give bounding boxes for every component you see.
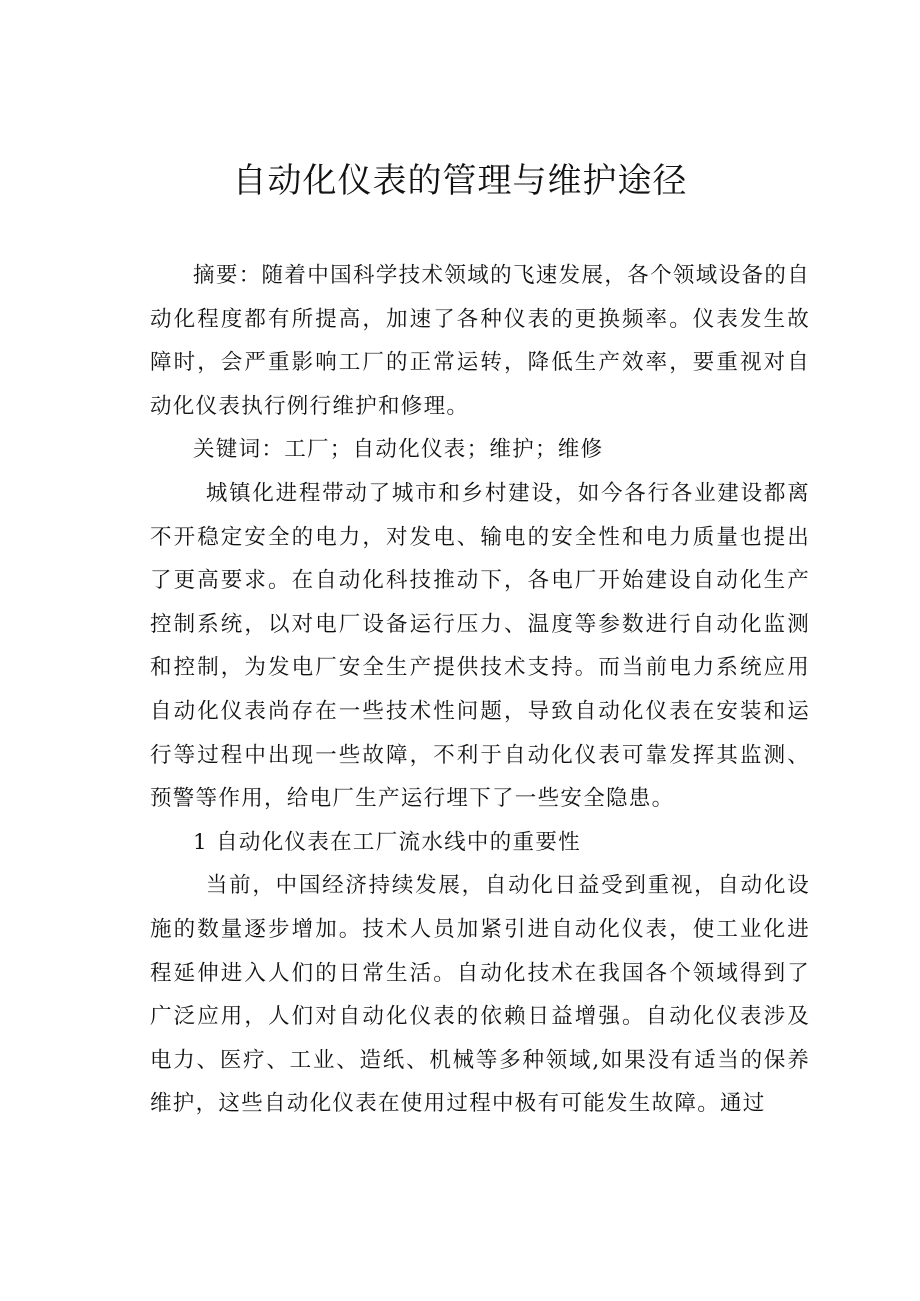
document-body [150, 254, 810, 1126]
abstract-paragraph: 摘要：随着中国科学技术领域的飞速发展，各个领域设备的自动化程度都有所提高，加速了各种仪表的更换频率。仪表发生故障时，会严重影响工厂的正常运转，降低生产效率，要重视对自动化仪表执行例行维护和修理。 [150, 263, 810, 419]
document-title: 自动化仪表的管理与维护途径 [232, 161, 688, 201]
section-heading: 1 自动化仪表在工厂流水线中的重要性 [193, 829, 581, 855]
intro-paragraph: 城镇化进程带动了城市和乡村建设，如今各行各业建设都离不开稳定安全的电力，对发电、输电的安全性和电力质量也提出了更高要求。在自动化科技推动下，各电厂开始建设自动化生产控制系统，以对电厂设备运行压力、温度等参数进行自动化监测和控制，为发电厂安全生产提供技术支持。而当前电力系统应用自动化仪表尚存在一些技术性问题，导致自动化仪表在安装和运行等过程中出现一些故障，不利于自动化仪表可靠发挥其监测、预警等作用，给电厂生产运行埋下了一些安全隐患。 [150, 480, 810, 812]
keywords-paragraph: 关键词：工厂；自动化仪表；维护；维修 [193, 437, 604, 463]
section-paragraph: 当前，中国经济持续发展，自动化日益受到重视，自动化设施的数量逐步增加。技术人员加紧引进自动化仪表，使工业化进程延伸进入人们的日常生活。自动化技术在我国各个领域得到了广泛应用，人们对自动化仪表的依赖日益增强。自动化仪表涉及电力、医疗、工业、造纸、机械等多种领域,如果没有适当的保养维护，这些自动化仪表在使用过程中极有可能发生故障。通过 [150, 873, 810, 1117]
